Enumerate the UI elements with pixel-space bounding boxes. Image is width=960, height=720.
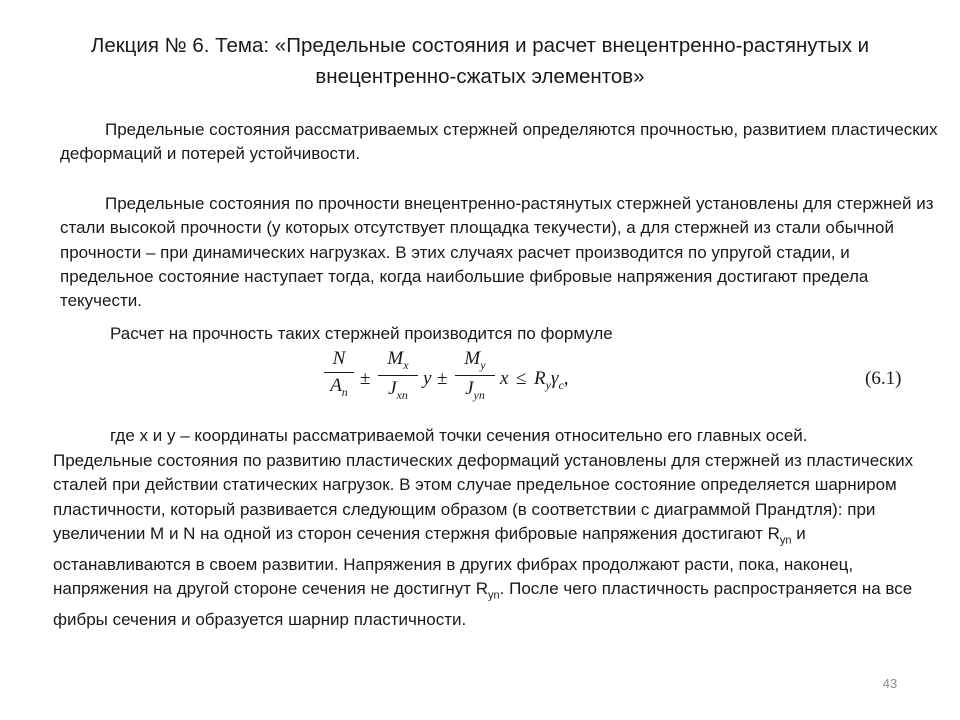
paragraph-formula-intro: Расчет на прочность таких стержней производится по формуле xyxy=(110,324,613,343)
variable-y: y xyxy=(423,368,432,389)
less-equal-operator: ≤ xyxy=(516,368,527,389)
plus-minus-operator: ± xyxy=(437,368,448,389)
slide-title: Лекция № 6. Тема: «Предельные состояния и расчет внецентренно-растянутых и внецентренно-сжатых элементов» xyxy=(90,34,870,88)
formula-6-1 xyxy=(320,346,920,414)
equation-number: (6.1) xyxy=(865,368,902,389)
paragraph-strength-limit: Предельные состояния по прочности внецентренно-растянутых стержней установлены для стержней из стали высокой прочности (у которых отсутствует площадка текучести), а для стержней из стали обычной прочности – при динамических нагрузках. В этих случаях расчет производится по упругой стадии, и предельное состояние наступает тогда, когда наибольшие фибровые напряжения достигают предела текучести. xyxy=(60,194,934,311)
paragraph-coordinates-note: где x и y – координаты рассматриваемой точки сечения относительно его главных осей. xyxy=(110,426,808,445)
fraction-mx-over-jxn: $M_x$ $J_{xn}$ xyxy=(378,348,418,403)
paragraph-plastic-hinge: Предельные состояния по развитию пластических деформаций установлены для стержней из пластических сталей при действии статических нагрузок. В этом случае предельное состояние определяется шарниром пластичности, который развивается следующим образом (в соответствии с диаграммой Прандтля): при увеличении M и N на одной из сторон сечения стержня фибровые напряжения достигают $R_{yn}$ и останавливаются в своем развитии. Напряжения в других фибрах продолжают расти, пока, наконец, напряжения на другой стороне сечения не достигнут $R_{yn}$. После чего пластичность распространяется на все фибры сечения и образуется шарнир пластичности. xyxy=(53,451,914,629)
variable-x: x xyxy=(500,368,509,389)
fraction-my-over-jyn: $M_y$ $J_{yn}$ xyxy=(455,348,495,403)
paragraph-limit-states: Предельные состояния рассматриваемых стержней определяются прочностью, развитием пластических деформаций и потерей устойчивости. xyxy=(60,120,938,164)
fraction-n-over-an: $\frac{N}{A_n}$ xyxy=(324,348,354,400)
plus-minus-operator: ± xyxy=(360,368,371,389)
design-resistance: $R_y\gamma_c$, xyxy=(534,368,569,392)
page-number: 43 xyxy=(882,676,898,691)
